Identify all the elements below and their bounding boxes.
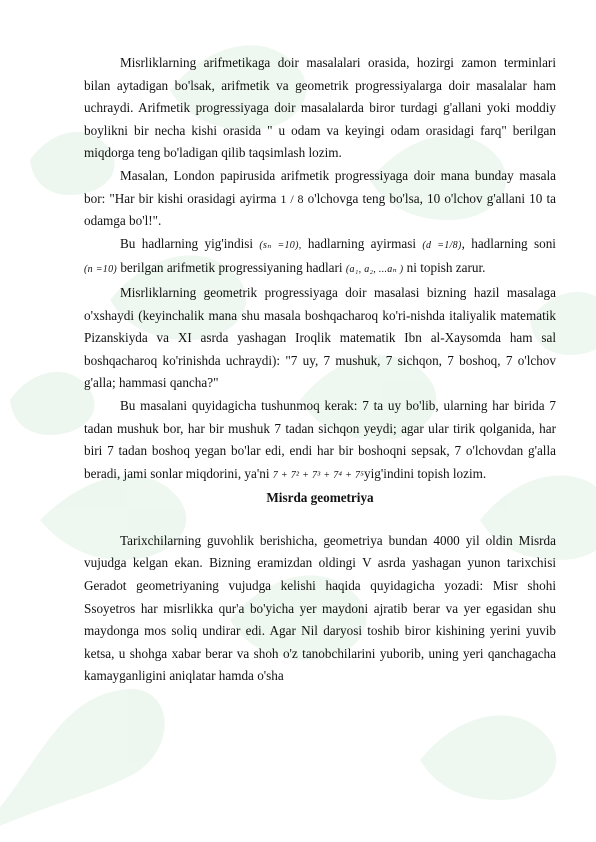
fraction-one-eighth: 1 / 8 xyxy=(280,191,304,206)
formula-sum: (sₙ =10), xyxy=(259,239,302,251)
formula-terms: (a₁, a₂, ...aₙ ) xyxy=(345,264,404,276)
section-spacer xyxy=(84,510,556,530)
paragraph-6-text: Tarixchilarning guvohlik berishicha, geometriya bundan 4000 yil oldin Misrda vujudga kelgan ekan. Bizning eramizdan oldingi V asrda yashagan yunon tarixchisi Geradot geometriyaning vujudga kelishi haqida quyidagicha yozadi: Misr shohi Ssoyetros har misrlikka qur'a bo'yicha yer maydoni ajratib berar va yer egasidan shu maydonga mos soliq undirar edi. Agar Nil daryosi toshib biror kishining yerini yuvib ketsa, u shohga xabar berar va shoh o'z tanobchilarini yuborib, uning yeri qanchagacha kamayganligini aniqlatar hamda o'sha xyxy=(84,532,556,684)
document-page xyxy=(84,52,556,688)
paragraph-3-text-5: ni topish zarur. xyxy=(403,260,486,276)
paragraph-2 xyxy=(84,165,556,233)
paragraph-4-text: Misrliklarning geometrik progressiyaga doir masalasi bizning hazil masalaga o'xshaydi (keyinchalik mana shu masala boshqacharoq ko'ri-nishda italiyalik matematik Pizanskiyda va XI asrda yashagan Iroqlik matematik Ibn al-Xaysomda ham sal boshqacharoq ko'rinishda uchraydi): "7 uy, 7 mushuk, 7 sichqon, 7 boshoq, 7 o'lchov g'alla; hammasi qancha?" xyxy=(84,284,556,391)
paragraph-3-text-1: Bu hadlarning yig'indisi xyxy=(120,235,260,251)
paragraph-3-text-4: berilgan arifmetik progressiyaning hadlari xyxy=(117,260,346,276)
paragraph-1-text: Misrliklarning arifmetikaga doir masalalari orasida, hozirgi zamon terminlari bilan aytadigan bo'lsak, arifmetik va geometrik progressiyalarga doir masalalar ham uchraydi. Arifmetik progressiyaga doir masalalarda biror turdagi g'allani yoki moddiy boylikni bir necha kishi orasida " u odam va keyingi odam orasidagi farq" berilgan miqdorga teng bo'ladigan qilib taqsimlash lozim. xyxy=(84,55,556,161)
paragraph-5 xyxy=(84,395,556,487)
paragraph-5-text-after: yig'indini topish lozim. xyxy=(364,465,487,481)
paragraph-1 xyxy=(84,52,556,165)
paragraph-2-text-after: o'lchovga teng bo'lsa, 10 o'lchov g'allani 10 ta odamga bo'l!". xyxy=(84,190,556,229)
section-heading: Misrda geometriya xyxy=(266,490,374,506)
paragraph-2-text-before: Masalan, London papirusida arifmetik progressiyaga doir mana bunday masala bor: "Har bir kishi orasidagi ayirma xyxy=(84,167,556,206)
paragraph-3-text-3: , hadlarning soni xyxy=(461,235,556,251)
paragraph-4 xyxy=(84,282,556,395)
formula-powers-sum: 7 + 7² + 7³ + 7⁴ + 7⁵ xyxy=(272,469,365,481)
paragraph-3 xyxy=(84,233,556,282)
formula-count: (n =10) xyxy=(84,264,118,276)
formula-difference: (d =1/8) xyxy=(422,239,462,251)
paragraph-3-text-2: hadlarning ayirmasi xyxy=(301,235,423,251)
paragraph-5-text-before: Bu masalani quyidagicha tushunmoq kerak: 7 ta uy bo'lib, ularning har birida 7 tadan mushuk bor, har bir mushuk 7 tadan sichqon yeydi; agar ular tirik qolganida, har biri 7 tadan boshoq yegan bo'lar edi, endi har bir boshoqni sepsak, 7 o'lchovdan g'alla beradi, jami sonlar miqdorini, ya'ni xyxy=(84,397,556,481)
paragraph-6 xyxy=(84,530,556,688)
